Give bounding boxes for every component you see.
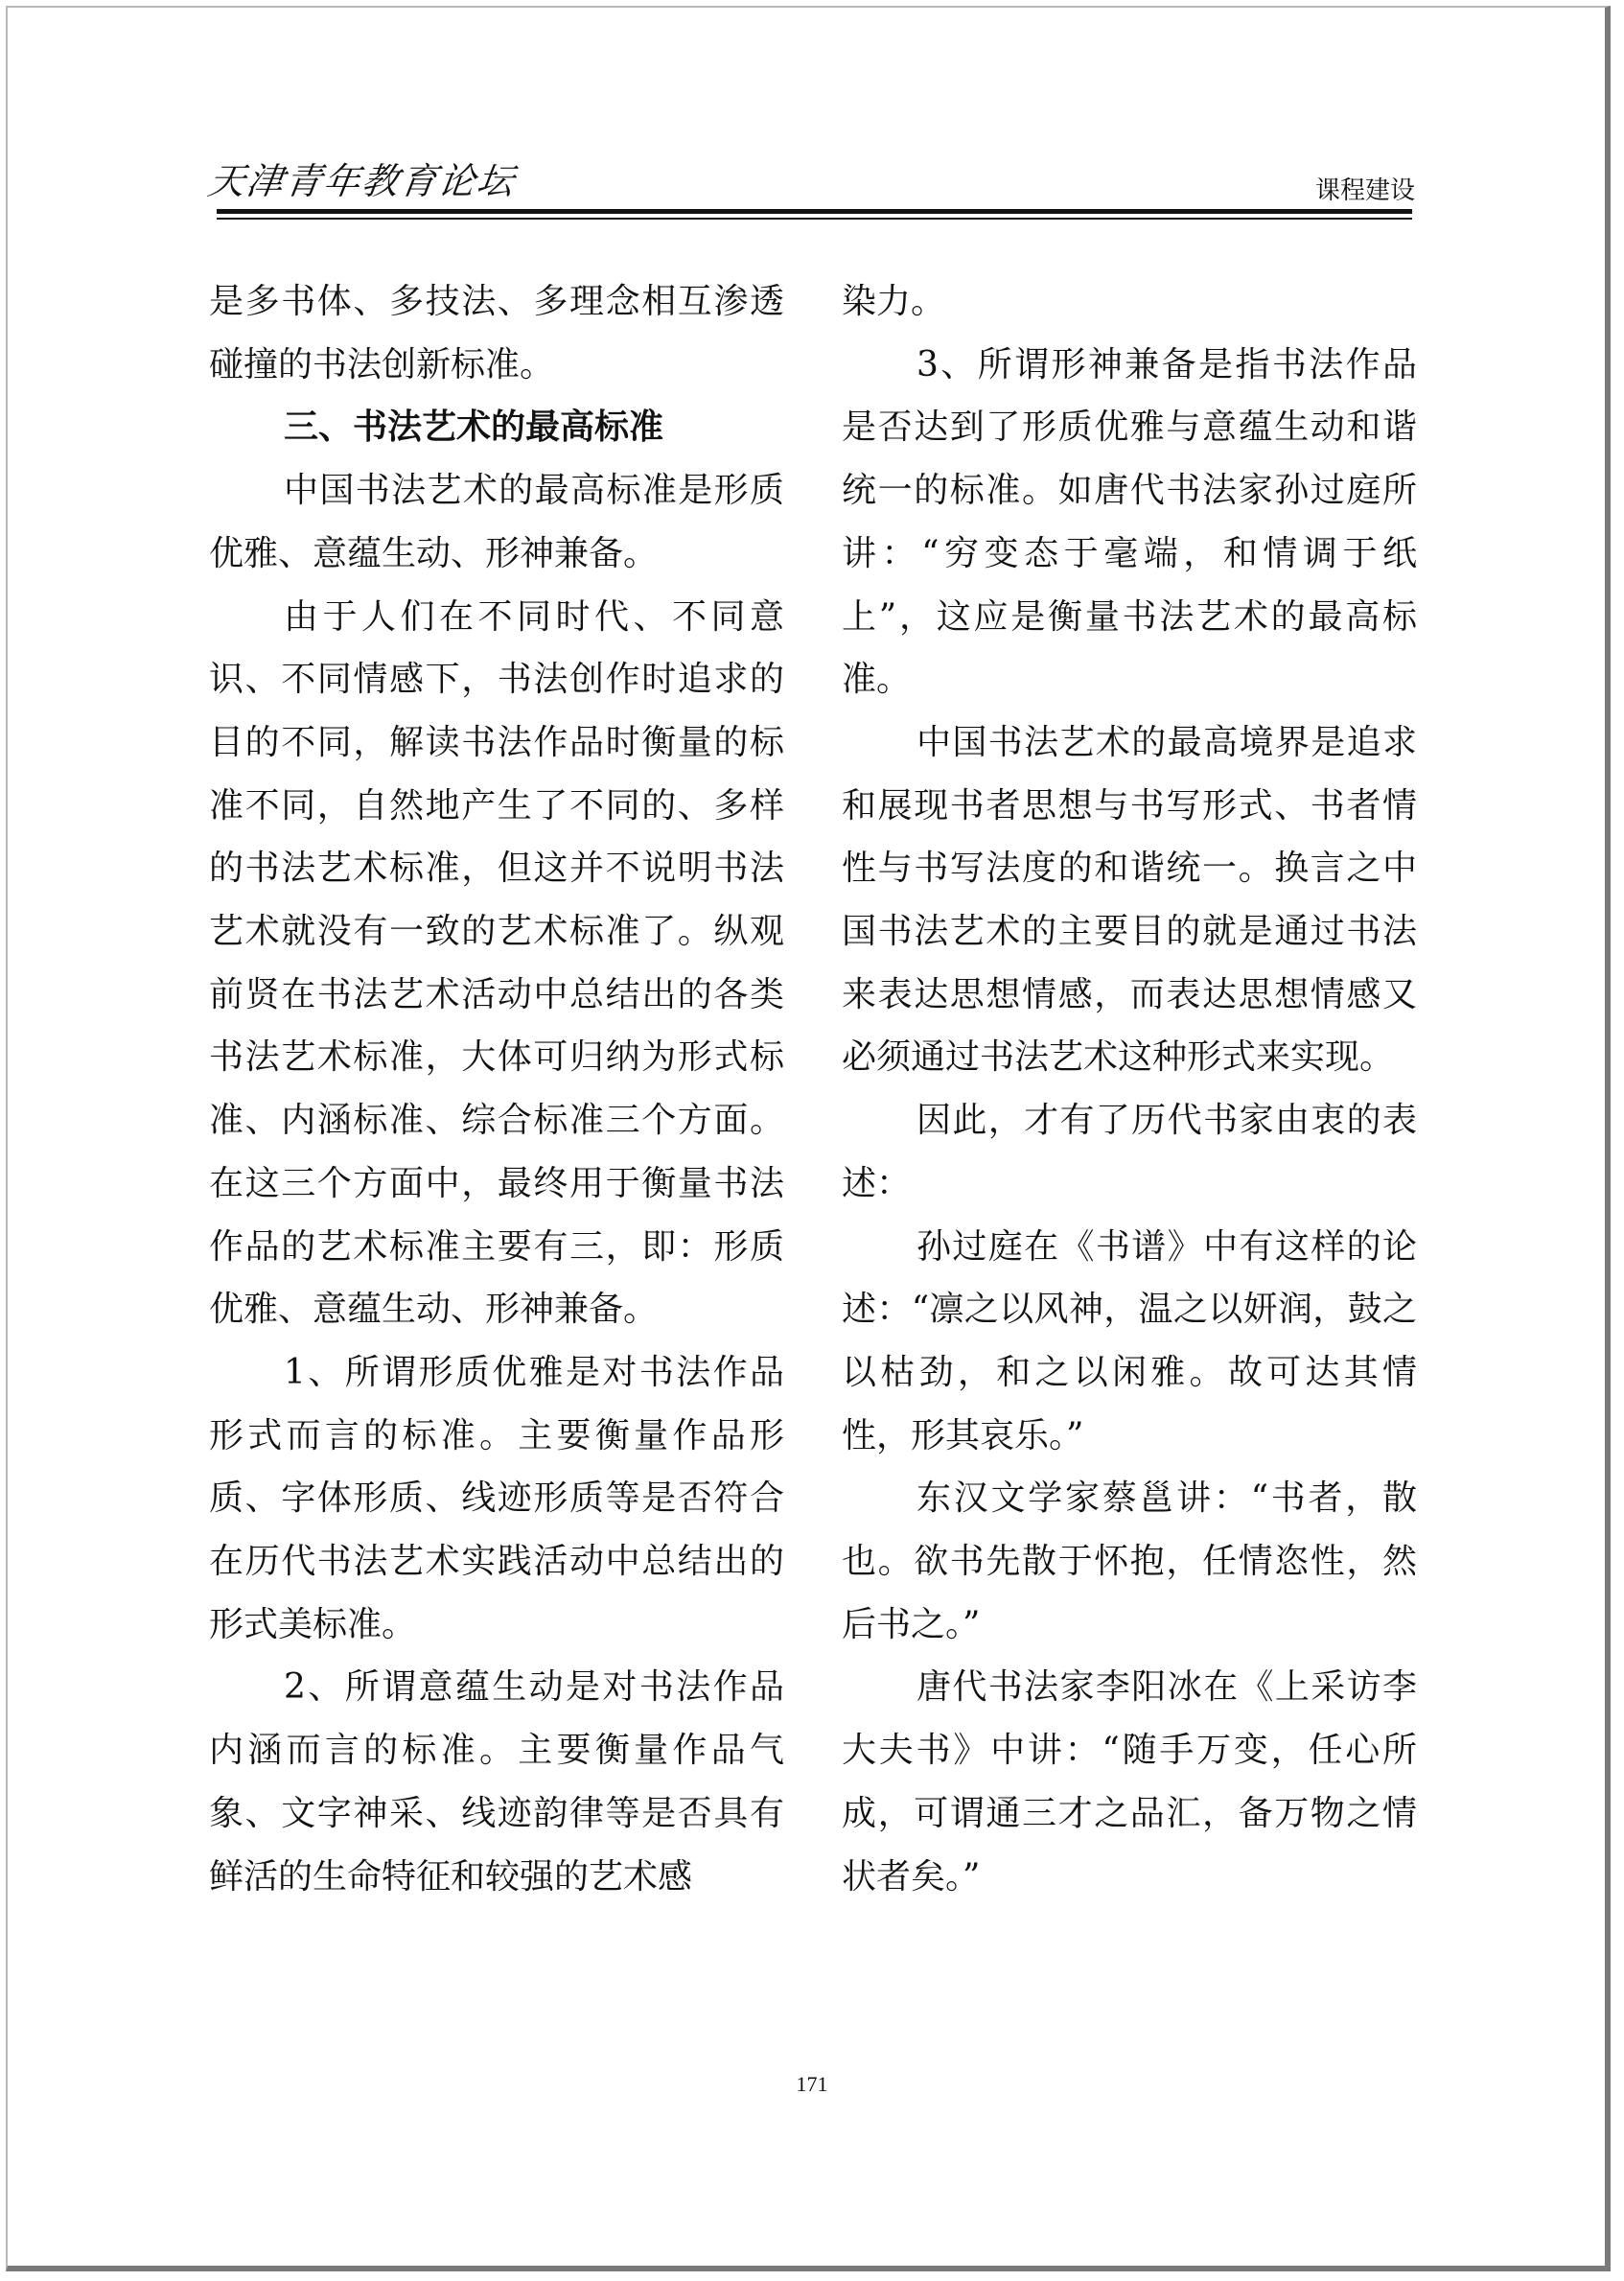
paragraph: 孙过庭在《书谱》中有这样的论述：“凛之以风神，温之以妍润，鼓之以枯劲，和之以闲雅。故可达其情性，形其哀乐。” (842, 1226, 1417, 1455)
header-rule-thick (217, 209, 1412, 214)
paragraph: 中国书法艺术的最高境界是追求和展现书者思想与书写形式、书者情性与书写法度的和谐统一。换言之中国书法艺术的主要目的就是通过书法来表达思想情感，而表达思想情感又必须通过书法艺术这种形式来实现。 (842, 722, 1417, 1078)
right-column (842, 270, 1417, 1908)
paragraph: 3、所谓形神兼备是指书法作品是否达到了形质优雅与意蕴生动和谐统一的标准。如唐代书法家孙过庭所讲：“穷变态于毫端，和情调于纸上”，这应是衡量书法艺术的最高标准。 (842, 344, 1417, 700)
header-rule-thin (217, 218, 1412, 220)
section-heading: 三、书法艺术的最高标准 (284, 407, 664, 448)
paragraph: 因此，才有了历代书家由衷的表述： (842, 1101, 1417, 1203)
journal-name: 天津青年教育论坛 (205, 160, 519, 202)
section-name: 课程建设 (1314, 176, 1415, 205)
page-number: 171 (796, 2072, 828, 2096)
paragraph: 唐代书法家李阳冰在《上采访李大夫书》中讲：“随手万变，任心所成，可谓通三才之品汇，备万物之情状者矣。” (842, 1667, 1417, 1897)
paragraph: 东汉文学家蔡邕讲：“书者，散也。欲书先散于怀抱，任情恣性，然后书之。” (842, 1478, 1417, 1644)
paragraph: 由于人们在不同时代、不同意识、不同情感下，书法创作时追求的目的不同，解读书法作品时衡量的标准不同，自然地产生了不同的、多样的书法艺术标准，但这并不说明书法艺术就没有一致的艺术标准了。纵观前贤在书法艺术活动中总结出的各类书法艺术标准，大体可归纳为形式标准、内涵标准、综合标准三个方面。在这三个方面中，最终用于衡量书法作品的艺术标准主要有三，即：形质优雅、意蕴生动、形神兼备。 (209, 596, 784, 1330)
paragraph: 1、所谓形质优雅是对书法作品形式而言的标准。主要衡量作品形质、字体形质、线迹形质等是否符合在历代书法艺术实践活动中总结出的形式美标准。 (209, 1352, 784, 1644)
paragraph: 中国书法艺术的最高标准是形质优雅、意蕴生动、形神兼备。 (209, 471, 784, 573)
left-column (209, 270, 784, 1908)
paragraph: 染力。 (842, 282, 946, 321)
paragraph: 是多书体、多技法、多理念相互渗透碰撞的书法创新标准。 (209, 282, 784, 384)
paragraph: 2、所谓意蕴生动是对书法作品内涵而言的标准。主要衡量作品气象、文字神采、线迹韵律等是否具有鲜活的生命特征和较强的艺术感 (209, 1667, 784, 1897)
